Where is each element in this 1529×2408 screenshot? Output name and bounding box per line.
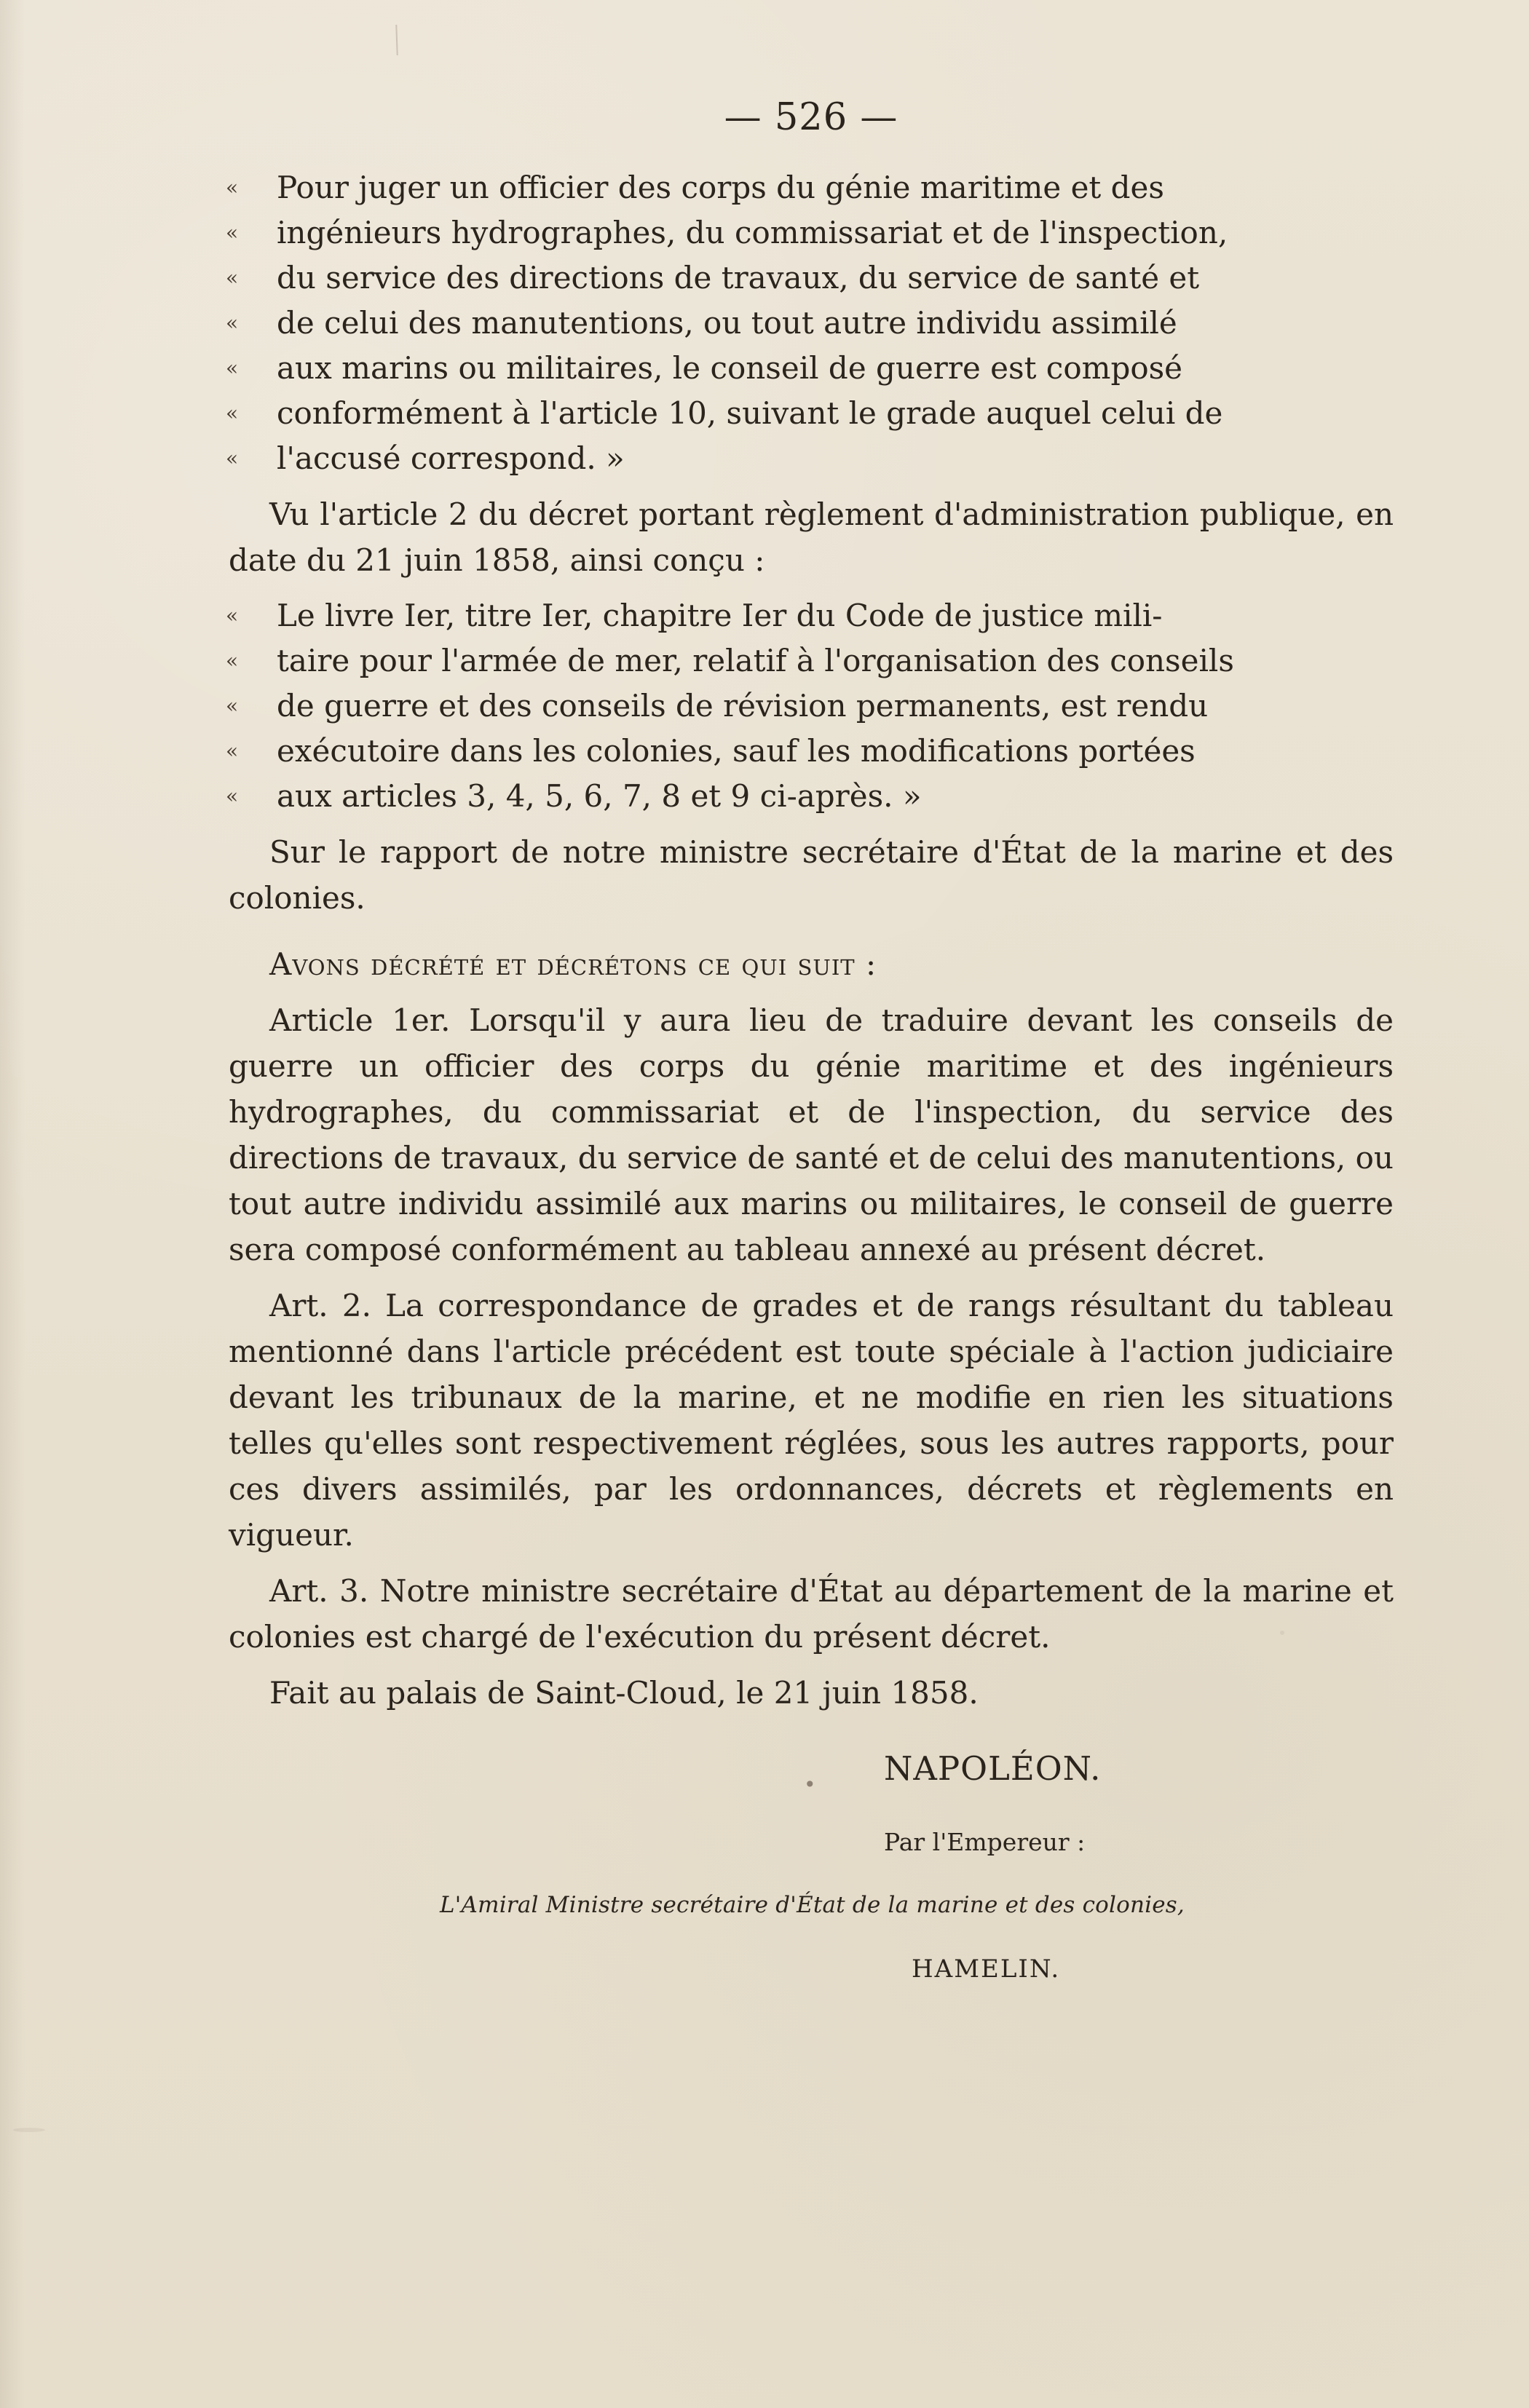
quoted-line	[226, 256, 1394, 301]
page-edge-shadow	[0, 0, 25, 2408]
decree-heading: Avons décrété et décrétons ce qui suit :	[269, 946, 877, 982]
quoted-text: ingénieurs hydrographes, du commissariat et de l'inspection,	[277, 215, 1228, 250]
document-content	[226, 96, 1394, 2305]
minister-title-line: L'Amiral Ministre secrétaire d'État de la marine et des colonies,	[440, 1892, 1185, 1918]
article-2: Art. 2. La correspondance de grades et de rangs résultant du tableau mentionné dans l'article précédent est toute spéciale à l'action judiciaire devant les tribunaux de la marine, et ne modifie en rien les situations telles qu'elles sont respectivement réglées, sous les autres rapports, pour ces divers assimilés, par les ordonnances, décrets et règlements en vigueur.	[229, 1288, 1394, 1553]
minister-name: HAMELIN.	[912, 1954, 1061, 1984]
quoted-text: exécutoire dans les colonies, sauf les modifications portées	[277, 733, 1196, 769]
quoted-line	[226, 301, 1394, 346]
quoted-text: de celui des manutentions, ou tout autre individu assimilé	[277, 305, 1177, 341]
quoted-line	[226, 684, 1394, 729]
opening-quote-mark: «	[226, 603, 239, 627]
quoted-text: Le livre Ier, titre Ier, chapitre Ier du Code de justice mili-	[277, 598, 1163, 633]
quote-mark: «	[226, 446, 239, 470]
quoted-line	[226, 391, 1394, 436]
spacer	[229, 1660, 1394, 1670]
quoted-line	[226, 165, 1394, 210]
quote-mark: «	[226, 356, 239, 380]
quoted-passage-2	[226, 593, 1394, 819]
quoted-line	[226, 638, 1394, 684]
quote-mark: «	[226, 266, 239, 290]
paragraph-minister-report: Sur le rapport de notre ministre secrétaire d'État de la marine et des colonies.	[229, 834, 1394, 916]
article-1: Article 1er. Lorsqu'il y aura lieu de traduire devant les conseils de guerre un officier des corps du génie maritime et des ingénieurs hydrographes, du commissariat et de l'inspection, du service des directions de travaux, du service de santé et de celui des manutentions, ou tout autre individu assimilé aux marins ou militaires, le conseil de guerre sera composé conformément au tableau annexé au présent décret.	[229, 1002, 1394, 1267]
closing-date-place: Fait au palais de Saint-Cloud, le 21 juin 1858.	[269, 1675, 979, 1711]
spacer	[229, 987, 1394, 997]
quoted-text: de guerre et des conseils de révision permanents, est rendu	[277, 688, 1209, 724]
quoted-passage-1	[226, 165, 1394, 481]
quote-mark: «	[226, 649, 239, 673]
quote-mark: «	[226, 401, 239, 425]
quote-mark: «	[226, 694, 239, 718]
quoted-line	[226, 346, 1394, 391]
article-3: Art. 3. Notre ministre secrétaire d'État au département de la marine et colonies est chargé de l'exécution du présent décret.	[229, 1573, 1394, 1655]
spacer	[229, 921, 1394, 941]
quoted-line	[226, 729, 1394, 774]
quoted-line	[226, 774, 1394, 819]
quoted-text: conformément à l'article 10, suivant le grade auquel celui de	[277, 395, 1223, 431]
spacer	[229, 583, 1394, 593]
paragraph-article-reference: Vu l'article 2 du décret portant règlement d'administration publique, en date du 21 juin 1858, ainsi conçu :	[229, 496, 1394, 578]
quoted-text: Pour juger un officier des corps du génie maritime et des	[277, 170, 1164, 205]
quote-mark: «	[226, 311, 239, 335]
quoted-line	[226, 210, 1394, 256]
by-emperor-line: Par l'Empereur :	[884, 1828, 1086, 1856]
signature-name: NAPOLÉON.	[884, 1749, 1102, 1788]
page-number: — 526 —	[724, 96, 898, 139]
quote-mark: «	[226, 221, 239, 245]
spacer	[229, 819, 1394, 829]
quoted-text: l'accusé correspond. »	[277, 440, 625, 476]
quoted-line	[226, 436, 1394, 481]
quoted-text: aux articles 3, 4, 5, 6, 7, 8 et 9 ci-après. »	[277, 778, 922, 814]
decorative-dot: •	[804, 1773, 816, 1797]
spacer	[229, 1558, 1394, 1568]
opening-quote-mark: «	[226, 175, 239, 199]
spacer	[229, 1272, 1394, 1283]
page-crease-mark	[395, 25, 398, 55]
quoted-text: aux marins ou militaires, le conseil de guerre est composé	[277, 350, 1183, 386]
quoted-line	[226, 593, 1394, 638]
quote-mark: «	[226, 784, 239, 808]
quoted-text: du service des directions de travaux, du service de santé et	[277, 260, 1200, 296]
signature-block	[229, 1749, 1394, 2055]
quote-mark: «	[226, 739, 239, 763]
quoted-text: taire pour l'armée de mer, relatif à l'organisation des conseils	[277, 643, 1234, 678]
spacer	[229, 481, 1394, 491]
